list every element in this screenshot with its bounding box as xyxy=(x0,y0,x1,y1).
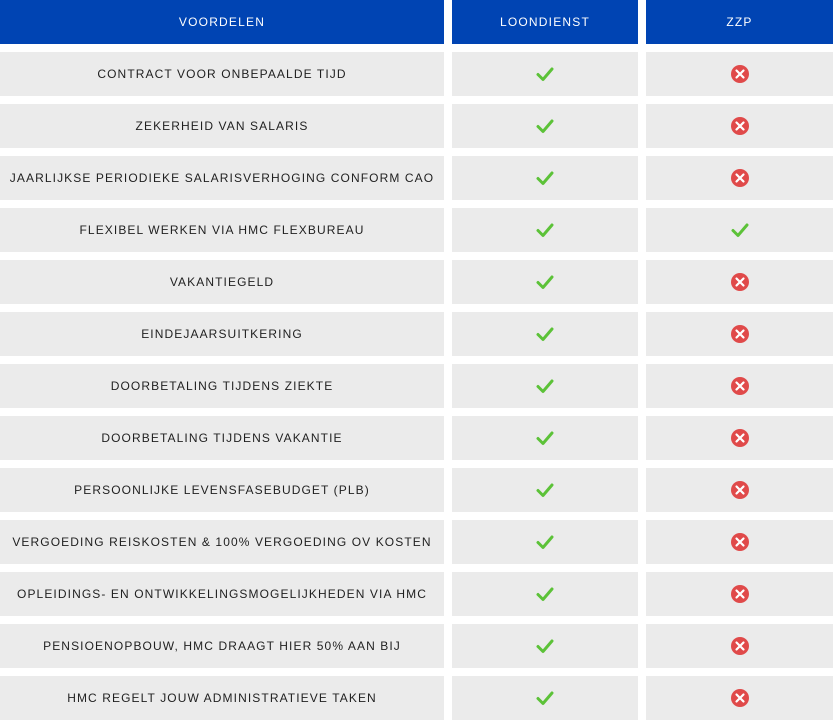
check-icon xyxy=(535,220,555,240)
zzp-cell xyxy=(646,468,833,512)
zzp-cell xyxy=(646,624,833,668)
comparison-header xyxy=(0,0,835,44)
zzp-cell xyxy=(646,572,833,616)
header-benefits: VOORDELEN xyxy=(0,0,444,44)
loondienst-cell xyxy=(452,260,638,304)
table-row xyxy=(0,104,835,148)
benefit-label: FLEXIBEL WERKEN VIA HMC FLEXBUREAU xyxy=(0,208,444,252)
check-icon xyxy=(535,168,555,188)
benefit-label: ZEKERHEID VAN SALARIS xyxy=(0,104,444,148)
loondienst-cell xyxy=(452,676,638,720)
zzp-cell xyxy=(646,156,833,200)
check-icon xyxy=(535,688,555,708)
cross-icon xyxy=(730,532,750,552)
loondienst-cell xyxy=(452,572,638,616)
zzp-cell xyxy=(646,312,833,356)
cross-icon xyxy=(730,636,750,656)
cross-icon xyxy=(730,480,750,500)
cross-icon xyxy=(730,688,750,708)
zzp-cell xyxy=(646,520,833,564)
zzp-cell xyxy=(646,416,833,460)
check-icon xyxy=(535,584,555,604)
zzp-cell xyxy=(646,208,833,252)
benefit-label: DOORBETALING TIJDENS VAKANTIE xyxy=(0,416,444,460)
check-icon xyxy=(535,376,555,396)
loondienst-cell xyxy=(452,156,638,200)
benefit-label: DOORBETALING TIJDENS ZIEKTE xyxy=(0,364,444,408)
check-icon xyxy=(535,636,555,656)
check-icon xyxy=(535,428,555,448)
table-row xyxy=(0,312,835,356)
loondienst-cell xyxy=(452,52,638,96)
loondienst-cell xyxy=(452,520,638,564)
cross-icon xyxy=(730,376,750,396)
benefit-label: EINDEJAARSUITKERING xyxy=(0,312,444,356)
benefit-label: HMC REGELT JOUW ADMINISTRATIEVE TAKEN xyxy=(0,676,444,720)
table-row xyxy=(0,416,835,460)
cross-icon xyxy=(730,324,750,344)
loondienst-cell xyxy=(452,364,638,408)
table-row xyxy=(0,208,835,252)
check-icon xyxy=(535,324,555,344)
table-row xyxy=(0,468,835,512)
check-icon xyxy=(535,64,555,84)
table-row xyxy=(0,520,835,564)
loondienst-cell xyxy=(452,312,638,356)
header-zzp: ZZP xyxy=(646,0,833,44)
table-row xyxy=(0,676,835,720)
table-row xyxy=(0,260,835,304)
cross-icon xyxy=(730,272,750,292)
loondienst-cell xyxy=(452,104,638,148)
cross-icon xyxy=(730,168,750,188)
benefit-label: JAARLIJKSE PERIODIEKE SALARISVERHOGING CONFORM CAO xyxy=(0,156,444,200)
cross-icon xyxy=(730,64,750,84)
benefit-label: PENSIOENOPBOUW, HMC DRAAGT HIER 50% AAN BIJ xyxy=(0,624,444,668)
comparison-table-body xyxy=(0,52,835,720)
zzp-cell xyxy=(646,260,833,304)
benefit-label: PERSOONLIJKE LEVENSFASEBUDGET (PLB) xyxy=(0,468,444,512)
loondienst-cell xyxy=(452,624,638,668)
table-row xyxy=(0,624,835,668)
benefit-label: CONTRACT VOOR ONBEPAALDE TIJD xyxy=(0,52,444,96)
check-icon xyxy=(730,220,750,240)
zzp-cell xyxy=(646,104,833,148)
benefit-label: VERGOEDING REISKOSTEN & 100% VERGOEDING OV KOSTEN xyxy=(0,520,444,564)
check-icon xyxy=(535,532,555,552)
header-loondienst: LOONDIENST xyxy=(452,0,638,44)
benefit-label: VAKANTIEGELD xyxy=(0,260,444,304)
cross-icon xyxy=(730,584,750,604)
loondienst-cell xyxy=(452,208,638,252)
loondienst-cell xyxy=(452,468,638,512)
table-row xyxy=(0,572,835,616)
check-icon xyxy=(535,480,555,500)
table-row xyxy=(0,364,835,408)
check-icon xyxy=(535,116,555,136)
cross-icon xyxy=(730,116,750,136)
benefit-label: OPLEIDINGS- EN ONTWIKKELINGSMOGELIJKHEDEN VIA HMC xyxy=(0,572,444,616)
table-row xyxy=(0,52,835,96)
zzp-cell xyxy=(646,364,833,408)
table-row xyxy=(0,156,835,200)
loondienst-cell xyxy=(452,416,638,460)
cross-icon xyxy=(730,428,750,448)
check-icon xyxy=(535,272,555,292)
zzp-cell xyxy=(646,676,833,720)
zzp-cell xyxy=(646,52,833,96)
